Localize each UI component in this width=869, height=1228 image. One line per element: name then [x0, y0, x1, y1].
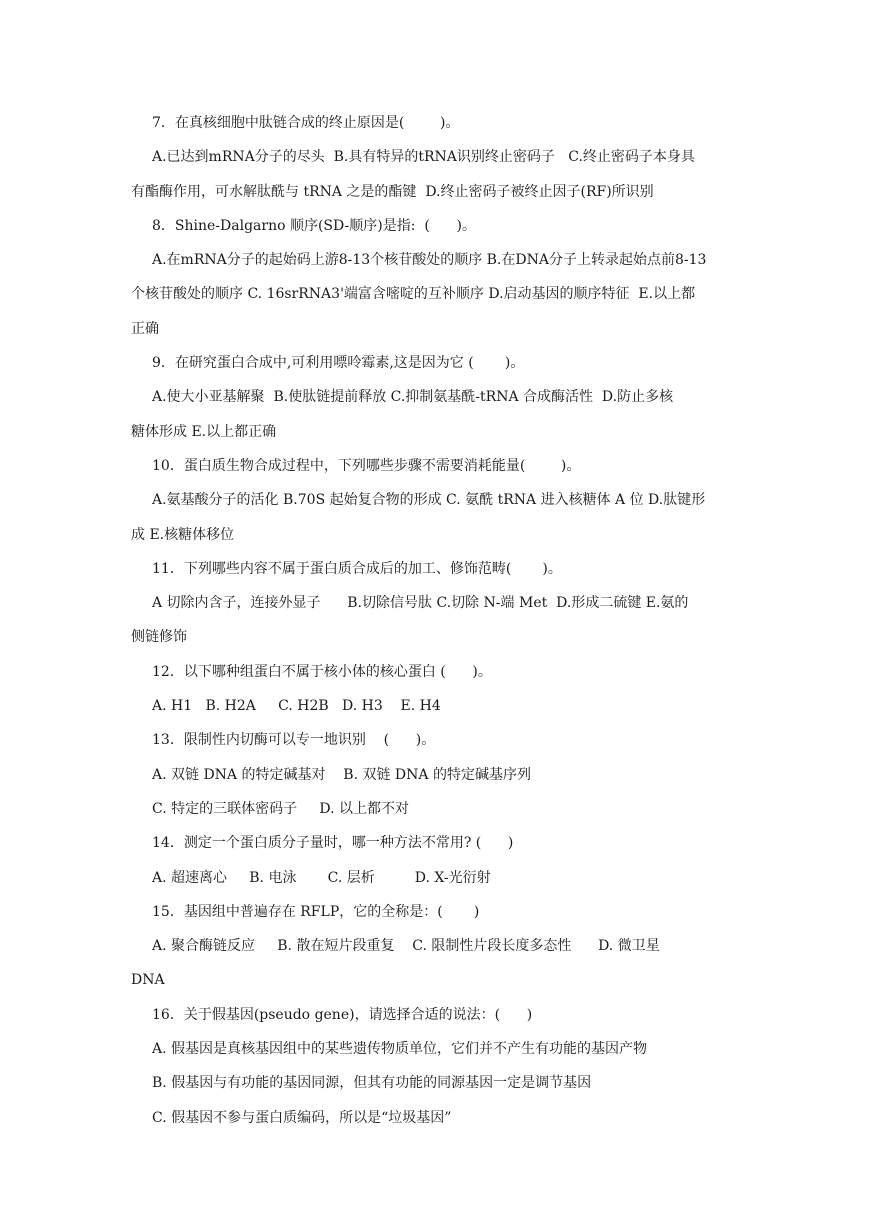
question-10-options-cont: 成 E.核糖体移位 — [131, 526, 235, 543]
question-15-options-cont: DNA — [131, 972, 165, 989]
question-9-options-cont: 糖体形成 E.以上都正确 — [131, 423, 277, 440]
question-10: 10．蛋白质生物合成过程中，下列哪些步骤不需要消耗能量( )。 — [152, 457, 581, 474]
question-16-option-c: C. 假基因不参与蛋白质编码，所以是“垃圾基因” — [152, 1109, 452, 1126]
question-7-options: A.已达到mRNA分子的尽头 B.具有特异的tRNA识别终止密码子 C.终止密码子本身具 — [152, 149, 695, 166]
question-9: 9．在研究蛋白合成中,可利用嘌呤霉素,这是因为它 ( )。 — [152, 355, 525, 372]
question-14: 14．测定一个蛋白质分子量时，哪一种方法不常用? ( ) — [152, 835, 514, 852]
question-10-options: A.氨基酸分子的活化 B.70S 起始复合物的形成 C. 氨酰 tRNA 进入核糖体 A 位 D.肽键形 — [152, 492, 706, 509]
question-15: 15．基因组中普遍存在 RFLP，它的全称是：( ) — [152, 903, 480, 920]
question-8-options: A.在mRNA分子的起始码上游8-13个核苷酸处的顺序 B.在DNA分子上转录起始点前8-13 — [152, 252, 707, 269]
question-8: 8．Shine-Dalgarno 顺序(SD-顺序)是指: ( )。 — [152, 217, 476, 234]
question-11: 11．下列哪些内容不属于蛋白质合成后的加工、修饰范畴( )。 — [152, 560, 562, 577]
question-9-options: A.使大小亚基解聚 B.使肽链提前释放 C.抑制氨基酰-tRNA 合成酶活性 D.防止多核 — [152, 389, 674, 406]
question-11-options-cont: 侧链修饰 — [131, 629, 187, 646]
question-14-options: A. 超速离心 B. 电泳 C. 层析 D. X-光衍射 — [152, 869, 491, 886]
question-8-options-cont-2: 正确 — [131, 320, 159, 337]
question-7: 7．在真核细胞中肽链合成的终止原因是( )。 — [152, 115, 460, 131]
question-7-options-cont: 有酯酶作用，可水解肽酰与 tRNA 之是的酯键 D.终止密码子被终止因子(RF)所识别 — [131, 183, 654, 200]
question-15-options: A. 聚合酶链反应 B. 散在短片段重复 C. 限制性片段长度多态性 D. 微卫星 — [152, 938, 660, 955]
document-page — [131, 106, 739, 1135]
question-13-options-cd: C. 特定的三联体密码子 D. 以上都不对 — [152, 800, 409, 817]
question-16-option-a: A. 假基因是真核基因组中的某些遗传物质单位，它们并不产生有功能的基因产物 — [152, 1041, 648, 1058]
question-12: 12．以下哪种组蛋白不属于核小体的核心蛋白 ( )。 — [152, 663, 492, 680]
question-16-option-b: B. 假基因与有功能的基因同源，但其有功能的同源基因一定是调节基因 — [152, 1075, 592, 1092]
question-8-options-cont: 个核苷酸处的顺序 C. 16srRNA3'端富含嘧啶的互补顺序 D.启动基因的顺序特征 E.以上都 — [131, 286, 696, 303]
question-13-options-ab: A. 双链 DNA 的特定碱基对 B. 双链 DNA 的特定碱基序列 — [152, 766, 531, 783]
question-12-options: A. H1 B. H2A C. H2B D. H3 E. H4 — [152, 698, 441, 715]
question-16: 16．关于假基因(pseudo gene)，请选择合适的说法：( ) — [152, 1006, 533, 1023]
question-13: 13．限制性内切酶可以专一地识别 ( )。 — [152, 732, 436, 749]
question-11-options: A 切除内含子，连接外显子 B.切除信号肽 C.切除 N-端 Met D.形成二硫键 E.氨的 — [152, 595, 689, 612]
